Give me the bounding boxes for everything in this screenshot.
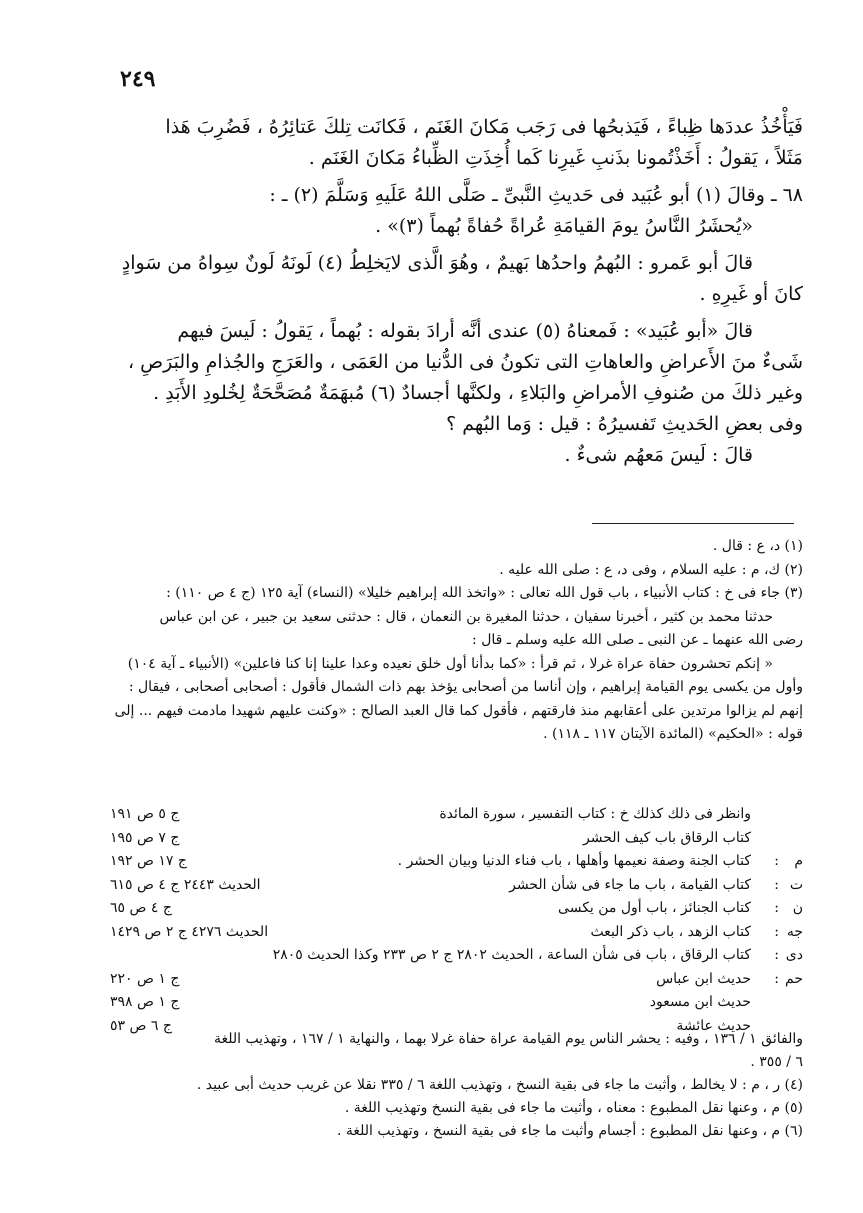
footnote: (٦) م ، وعنها نقل المطبوع : أجسام وأثبت ما جاء فى بقية النسخ ، وتهذيب اللغة . (336, 1123, 803, 1139)
reference-row (110, 968, 803, 992)
reference-cite: ج ١ ص ٣٩٨ (110, 994, 180, 1010)
reference-cite: ج ١ ص ٢٢٠ (110, 970, 180, 987)
reference-cite: ج ٦ ص ٥٣ (110, 1017, 172, 1034)
reference-text: حديث ابن مسعود (649, 994, 751, 1010)
reference-symbol: م (794, 853, 803, 869)
reference-row (110, 897, 803, 921)
footnote: (٤) ر ، م : لا يخالط ، وأثبت ما جاء فى بقية النسخ ، وتهذيب اللغة ٦ / ٣٣٥ نقلا عن غريب حديث أبى عبيد . (196, 1077, 803, 1093)
reference-cite: ج ٥ ص ١٩١ (110, 806, 180, 822)
main-line: مَثَلاً ، يَقولُ : أَخَذْتُمونا بذَنبِ غَيرِنا كَما أُخِذَتِ الظِّباءُ مَكانَ الغَنَم . (308, 147, 803, 169)
reference-text: حديث ابن عباس (656, 970, 751, 987)
reference-cite: الحديث ٢٤٤٣ ج ٤ ص ٦١٥ (110, 876, 261, 893)
main-text (110, 112, 803, 471)
reference-cite: ج ٧ ص ١٩٥ (110, 829, 180, 846)
main-line: فَيَأْخُذُ عددَها ظِباءً ، فَيَذبحُها فى رَجَب مَكانَ الغَنَم ، فَكانَت تِلكَ عَتائِرُهُ ، فَضُرِبَ هَذا (165, 116, 803, 138)
reference-symbol: ن (792, 900, 803, 916)
reference-row (110, 827, 803, 851)
reference-colon: : (774, 970, 779, 987)
reference-row (110, 944, 803, 968)
footnote: (٢) ك، م : عليه السلام ، وفى د، ع : صلى الله عليه . (499, 561, 803, 578)
reference-cite: ج ١٧ ص ١٩٢ (110, 853, 187, 869)
reference-text: كتاب القيامة ، باب ما جاء فى شأن الحشر (509, 876, 751, 893)
main-line: كانَ أو غَيرِهِ . (699, 283, 803, 305)
footnotes-continued (110, 1028, 803, 1143)
footnote-line: « إنكم تحشرون حفاة عراة غرلا ، ثم قرأ : «كما بدأنا أول خلق نعيده وعدا علينا إنا كنا فاعلين» (الأنبياء ـ آية ١٠٤) (127, 655, 773, 672)
footnote-line: رضى الله عنهما ـ عن النبى ـ صلى الله عليه وسلم ـ قال : (472, 632, 803, 648)
footnote-line: والفائق ١ / ١٣٦ ، وفيه : يحشر الناس يوم القيامة عراة حفاة غرلا بهما ، والنهاية ١ / ١٦٧ ، وتهذيب اللغة (213, 1031, 803, 1047)
reference-row (110, 850, 803, 874)
reference-symbol: جه (786, 923, 803, 940)
footnote: (٣) جاء فى خ : كتاب الأنبياء ، باب قول الله تعالى : «واتخذ الله إبراهيم خليلا» (النساء) آية ١٢٥ (ج ٤ ص ١١٠) : (166, 585, 803, 601)
reference-text: وانظر فى ذلك كذلك خ : كتاب التفسير ، سورة المائدة (439, 806, 751, 822)
main-line: قالَ أبو عَمرو : البُهمُ واحدُها بَهيمٌ ، وهُوَ الَّذى لايَخلِطُ (٤) لَونَهُ لَونٌ سِواهُ من سَوادٍ (121, 252, 753, 274)
reference-row (110, 803, 803, 827)
footnote-line: وأول من يكسى يوم القيامة إبراهيم ، وإن أناسا من أصحابى يؤخذ بهم ذات الشمال فأقول : أصحابى أصحابى ، فيقال : (128, 679, 803, 695)
main-line: شَىءٌ منَ الأَعراضِ والعاهاتِ التى تكونُ فى الدُّنيا من العَمَى ، والعَرَجِ والجُذامِ والبَرَصِ ، (128, 351, 803, 373)
reference-symbol (789, 991, 803, 1015)
reference-text: كتاب الرقاق ، باب فى شأن الساعة ، الحديث ٢٨٠٢ ج ٢ ص ٢٣٣ وكذا الحديث ٢٨٠٥ (272, 947, 751, 963)
reference-text: حديث عائشة (676, 1017, 751, 1034)
reference-table (110, 803, 803, 1038)
reference-colon: : (774, 876, 779, 893)
footnote: (١) د، ع : قال . (712, 538, 803, 554)
reference-colon: : (774, 947, 779, 963)
reference-symbol (789, 827, 803, 851)
reference-row (110, 921, 803, 945)
reference-text: كتاب الجنائز ، باب أول من يكسى (558, 900, 751, 916)
reference-row (110, 874, 803, 898)
main-line: وغير ذلكَ من صُنوفِ الأمراضِ والبَلاءِ ، ولكنَّها أجسادٌ (٦) مُبهَمَةٌ مُصَحَّحَةٌ لِخُلودِ الأَبَدِ . (153, 382, 803, 404)
reference-cite: الحديث ٤٢٧٦ ج ٢ ص ١٤٢٩ (110, 923, 269, 940)
reference-symbol: ت (789, 876, 803, 893)
reference-colon: : (774, 900, 779, 916)
footnote-line: قوله : «الحكيم» (المائدة الآيتان ١١٧ ـ ١١٨) . (543, 726, 803, 742)
main-line: وفى بعضِ الحَديثِ تَفسيرُهُ : قيل : وَما البُهم ؟ (446, 413, 803, 435)
main-line: قالَ «أبو عُبَيد» : فَمعناهُ (٥) عندى أنَّه أرادَ بقوله : بُهماً ، يَقولُ : لَيسَ فيهم (177, 320, 753, 342)
main-line: «يُحشَرُ النَّاسُ يومَ القيامَةِ عُراةً حُفاةً بُهماً (٣)» . (375, 215, 753, 237)
reference-cite (13, 944, 263, 968)
footnote-line: إنهم لم يزالوا مرتدين على أعقابهم منذ فارقتهم ، فأقول كما قال العبد الصالح : «وكنت عليهم شهيدا مادمت فيهم ... إلى (114, 702, 803, 719)
reference-symbol: حم (785, 970, 803, 987)
footnotes (110, 535, 803, 747)
reference-text: كتاب الزهد ، باب ذكر البعث (590, 923, 751, 940)
reference-colon: : (774, 923, 779, 940)
reference-cite: ج ٤ ص ٦٥ (110, 900, 172, 916)
reference-symbol: دى (785, 947, 803, 963)
main-line: ٦٨ ـ وقالَ (١) أبو عُبَيد فى حَديثِ النَّبىِّ ـ صَلَّى اللهُ عَلَيهِ وَسَلَّمَ (٢) ـ : (269, 184, 803, 206)
page-number: ٢٤٩ (120, 66, 156, 92)
reference-text: كتاب الرقاق باب كيف الحشر (583, 829, 751, 846)
reference-text: كتاب الجنة وصفة نعيمها وأهلها ، باب فناء الدنيا وبيان الحشر . (397, 853, 751, 869)
footnote-separator (592, 523, 794, 524)
reference-colon (761, 991, 779, 1015)
footnote-line: حدثنا محمد بن كثير ، أخبرنا سفيان ، حدثنا المغيرة بن النعمان ، قال : حدثنى سعيد بن جبير ، عن ابن عباس (159, 608, 773, 625)
reference-row (110, 991, 803, 1015)
reference-colon: : (774, 853, 779, 869)
reference-colon (761, 827, 779, 851)
footnote: (٥) م ، وعنها نقل المطبوع : معناه ، وأثبت ما جاء فى بقية النسخ وتهذيب اللغة . (344, 1100, 803, 1116)
main-line: قالَ : لَيسَ مَعهُم شىءٌ . (564, 444, 753, 466)
footnote-line: ٦ / ٣٥٥ . (750, 1054, 803, 1070)
